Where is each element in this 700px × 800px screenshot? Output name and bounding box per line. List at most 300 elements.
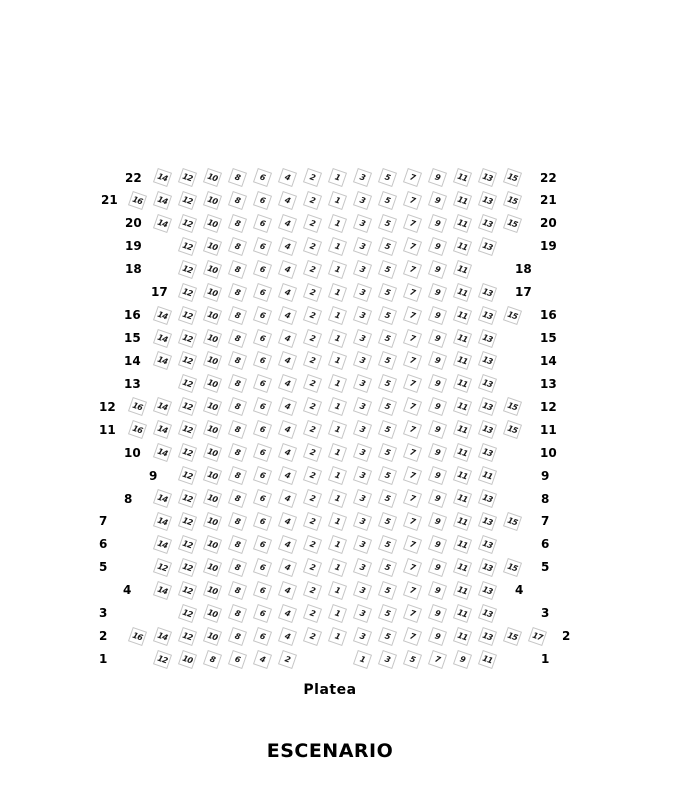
seat[interactable] [403, 627, 422, 646]
seat[interactable] [378, 351, 397, 370]
seat[interactable] [278, 466, 297, 485]
seat[interactable] [478, 237, 497, 256]
seat[interactable] [353, 306, 372, 325]
seat[interactable] [203, 535, 222, 554]
seat[interactable] [403, 283, 422, 302]
seat[interactable] [253, 328, 272, 347]
seat[interactable] [503, 558, 522, 577]
seat[interactable] [428, 466, 447, 485]
seat[interactable] [253, 283, 272, 302]
seat[interactable] [478, 443, 497, 462]
seat[interactable] [453, 512, 472, 531]
seat[interactable] [453, 535, 472, 554]
seat[interactable] [503, 512, 522, 531]
seat[interactable] [253, 374, 272, 393]
seat[interactable] [453, 374, 472, 393]
seat[interactable] [378, 489, 397, 508]
seat[interactable] [228, 191, 247, 210]
seat[interactable] [203, 420, 222, 439]
seat[interactable] [478, 627, 497, 646]
seat[interactable] [403, 306, 422, 325]
seat[interactable] [478, 535, 497, 554]
seat[interactable] [478, 306, 497, 325]
seat[interactable] [528, 627, 547, 646]
seat[interactable] [403, 443, 422, 462]
seat[interactable] [428, 397, 447, 416]
seat[interactable] [328, 581, 347, 600]
seat[interactable] [478, 604, 497, 623]
seat[interactable] [178, 374, 197, 393]
seat[interactable] [453, 168, 472, 187]
seat[interactable] [278, 535, 297, 554]
seat[interactable] [253, 512, 272, 531]
seat[interactable] [278, 191, 297, 210]
seat[interactable] [153, 443, 172, 462]
seat[interactable] [403, 214, 422, 233]
seat[interactable] [178, 512, 197, 531]
seat[interactable] [353, 374, 372, 393]
seat[interactable] [253, 581, 272, 600]
seat[interactable] [178, 351, 197, 370]
seat[interactable] [353, 443, 372, 462]
seat[interactable] [303, 374, 322, 393]
seat[interactable] [328, 535, 347, 554]
seat[interactable] [278, 168, 297, 187]
seat[interactable] [178, 649, 197, 668]
seat[interactable] [153, 214, 172, 233]
seat[interactable] [453, 558, 472, 577]
seat[interactable] [203, 581, 222, 600]
seat[interactable] [303, 237, 322, 256]
seat[interactable] [303, 466, 322, 485]
seat[interactable] [228, 649, 247, 668]
seat[interactable] [328, 512, 347, 531]
seat[interactable] [178, 397, 197, 416]
seat[interactable] [478, 512, 497, 531]
seat[interactable] [153, 191, 172, 210]
seat[interactable] [203, 283, 222, 302]
seat[interactable] [178, 328, 197, 347]
seat[interactable] [278, 489, 297, 508]
seat[interactable] [503, 306, 522, 325]
seat[interactable] [453, 489, 472, 508]
seat[interactable] [453, 283, 472, 302]
seat[interactable] [253, 443, 272, 462]
seat[interactable] [303, 351, 322, 370]
seat[interactable] [503, 420, 522, 439]
seat[interactable] [178, 420, 197, 439]
seat[interactable] [328, 374, 347, 393]
seat[interactable] [353, 420, 372, 439]
seat[interactable] [328, 443, 347, 462]
seat[interactable] [203, 306, 222, 325]
seat[interactable] [253, 420, 272, 439]
seat[interactable] [153, 581, 172, 600]
seat[interactable] [328, 237, 347, 256]
seat[interactable] [178, 214, 197, 233]
seat[interactable] [378, 374, 397, 393]
seat[interactable] [278, 558, 297, 577]
seat[interactable] [178, 283, 197, 302]
seat[interactable] [253, 558, 272, 577]
seat[interactable] [178, 191, 197, 210]
seat[interactable] [328, 168, 347, 187]
seat[interactable] [228, 351, 247, 370]
seat[interactable] [203, 604, 222, 623]
seat[interactable] [253, 237, 272, 256]
seat[interactable] [328, 191, 347, 210]
seat[interactable] [228, 237, 247, 256]
seat[interactable] [278, 328, 297, 347]
seat[interactable] [303, 397, 322, 416]
seat[interactable] [403, 420, 422, 439]
seat[interactable] [253, 466, 272, 485]
seat[interactable] [428, 443, 447, 462]
seat[interactable] [428, 535, 447, 554]
seat[interactable] [428, 328, 447, 347]
seat[interactable] [303, 306, 322, 325]
seat[interactable] [303, 512, 322, 531]
seat[interactable] [428, 649, 447, 668]
seat[interactable] [203, 168, 222, 187]
seat[interactable] [203, 351, 222, 370]
seat[interactable] [353, 328, 372, 347]
seat[interactable] [253, 627, 272, 646]
seat[interactable] [328, 260, 347, 279]
seat[interactable] [478, 581, 497, 600]
seat[interactable] [328, 397, 347, 416]
seat[interactable] [203, 214, 222, 233]
seat[interactable] [353, 489, 372, 508]
seat[interactable] [403, 512, 422, 531]
seat[interactable] [203, 558, 222, 577]
seat[interactable] [203, 512, 222, 531]
seat[interactable] [353, 168, 372, 187]
seat[interactable] [353, 191, 372, 210]
seat[interactable] [378, 466, 397, 485]
seat[interactable] [228, 512, 247, 531]
seat[interactable] [428, 351, 447, 370]
seat[interactable] [228, 306, 247, 325]
seat[interactable] [378, 512, 397, 531]
seat[interactable] [453, 397, 472, 416]
seat[interactable] [203, 260, 222, 279]
seat[interactable] [378, 260, 397, 279]
seat[interactable] [403, 466, 422, 485]
seat[interactable] [403, 328, 422, 347]
seat[interactable] [278, 512, 297, 531]
seat[interactable] [153, 558, 172, 577]
seat[interactable] [328, 627, 347, 646]
seat[interactable] [153, 627, 172, 646]
seat[interactable] [353, 237, 372, 256]
seat[interactable] [178, 466, 197, 485]
seat[interactable] [403, 374, 422, 393]
seat[interactable] [403, 351, 422, 370]
seat[interactable] [203, 649, 222, 668]
seat[interactable] [453, 649, 472, 668]
seat[interactable] [303, 489, 322, 508]
seat[interactable] [353, 627, 372, 646]
seat[interactable] [128, 627, 147, 646]
seat[interactable] [478, 489, 497, 508]
seat[interactable] [178, 306, 197, 325]
seat[interactable] [403, 649, 422, 668]
seat[interactable] [203, 443, 222, 462]
seat[interactable] [478, 283, 497, 302]
seat[interactable] [428, 306, 447, 325]
seat[interactable] [253, 535, 272, 554]
seat[interactable] [353, 283, 372, 302]
seat[interactable] [228, 604, 247, 623]
seat[interactable] [378, 237, 397, 256]
seat[interactable] [278, 397, 297, 416]
seat[interactable] [253, 260, 272, 279]
seat[interactable] [478, 558, 497, 577]
seat[interactable] [428, 489, 447, 508]
seat[interactable] [428, 420, 447, 439]
seat[interactable] [353, 581, 372, 600]
seat[interactable] [453, 260, 472, 279]
seat[interactable] [428, 237, 447, 256]
seat[interactable] [378, 191, 397, 210]
seat[interactable] [228, 627, 247, 646]
seat[interactable] [253, 649, 272, 668]
seat[interactable] [153, 168, 172, 187]
seat[interactable] [253, 168, 272, 187]
seat[interactable] [378, 558, 397, 577]
seat[interactable] [403, 168, 422, 187]
seat[interactable] [128, 191, 147, 210]
seat[interactable] [178, 581, 197, 600]
seat[interactable] [203, 489, 222, 508]
seat[interactable] [303, 604, 322, 623]
seat[interactable] [328, 466, 347, 485]
seat[interactable] [203, 397, 222, 416]
seat[interactable] [153, 328, 172, 347]
seat[interactable] [303, 558, 322, 577]
seat[interactable] [253, 397, 272, 416]
seat[interactable] [278, 443, 297, 462]
seat[interactable] [203, 328, 222, 347]
seat[interactable] [228, 168, 247, 187]
seat[interactable] [403, 237, 422, 256]
seat[interactable] [353, 512, 372, 531]
seat[interactable] [153, 489, 172, 508]
seat[interactable] [278, 627, 297, 646]
seat[interactable] [378, 328, 397, 347]
seat[interactable] [453, 627, 472, 646]
seat[interactable] [378, 535, 397, 554]
seat[interactable] [378, 443, 397, 462]
seat[interactable] [228, 283, 247, 302]
seat[interactable] [228, 420, 247, 439]
seat[interactable] [303, 283, 322, 302]
seat[interactable] [253, 191, 272, 210]
seat[interactable] [178, 443, 197, 462]
seat[interactable] [478, 374, 497, 393]
seat[interactable] [303, 581, 322, 600]
seat[interactable] [378, 627, 397, 646]
seat[interactable] [178, 627, 197, 646]
seat[interactable] [428, 260, 447, 279]
seat[interactable] [503, 191, 522, 210]
seat[interactable] [403, 489, 422, 508]
seat[interactable] [328, 328, 347, 347]
seat[interactable] [228, 535, 247, 554]
seat[interactable] [478, 466, 497, 485]
seat[interactable] [353, 466, 372, 485]
seat[interactable] [478, 168, 497, 187]
seat[interactable] [403, 535, 422, 554]
seat[interactable] [428, 581, 447, 600]
seat[interactable] [228, 374, 247, 393]
seat[interactable] [453, 466, 472, 485]
seat[interactable] [453, 191, 472, 210]
seat[interactable] [428, 283, 447, 302]
seat[interactable] [178, 604, 197, 623]
seat[interactable] [478, 649, 497, 668]
seat[interactable] [278, 237, 297, 256]
seat[interactable] [478, 397, 497, 416]
seat[interactable] [203, 466, 222, 485]
seat[interactable] [228, 581, 247, 600]
seat[interactable] [478, 191, 497, 210]
seat[interactable] [403, 581, 422, 600]
seat[interactable] [153, 306, 172, 325]
seat[interactable] [353, 351, 372, 370]
seat[interactable] [403, 260, 422, 279]
seat[interactable] [453, 328, 472, 347]
seat[interactable] [378, 283, 397, 302]
seat[interactable] [328, 420, 347, 439]
seat[interactable] [328, 306, 347, 325]
seat[interactable] [328, 558, 347, 577]
seat[interactable] [253, 489, 272, 508]
seat[interactable] [378, 649, 397, 668]
seat[interactable] [378, 168, 397, 187]
seat[interactable] [303, 535, 322, 554]
seat[interactable] [278, 581, 297, 600]
seat[interactable] [228, 260, 247, 279]
seat[interactable] [178, 535, 197, 554]
seat[interactable] [228, 466, 247, 485]
seat[interactable] [453, 443, 472, 462]
seat[interactable] [328, 214, 347, 233]
seat[interactable] [428, 168, 447, 187]
seat[interactable] [428, 191, 447, 210]
seat[interactable] [353, 535, 372, 554]
seat[interactable] [153, 351, 172, 370]
seat[interactable] [203, 374, 222, 393]
seat[interactable] [453, 214, 472, 233]
seat[interactable] [278, 283, 297, 302]
seat[interactable] [153, 649, 172, 668]
seat[interactable] [153, 397, 172, 416]
seat[interactable] [503, 168, 522, 187]
seat[interactable] [278, 374, 297, 393]
seat[interactable] [303, 443, 322, 462]
seat[interactable] [203, 237, 222, 256]
seat[interactable] [428, 512, 447, 531]
seat[interactable] [353, 649, 372, 668]
seat[interactable] [378, 420, 397, 439]
seat[interactable] [228, 397, 247, 416]
seat[interactable] [253, 604, 272, 623]
seat[interactable] [328, 351, 347, 370]
seat[interactable] [503, 214, 522, 233]
seat[interactable] [303, 168, 322, 187]
seat[interactable] [453, 581, 472, 600]
seat[interactable] [178, 237, 197, 256]
seat[interactable] [303, 191, 322, 210]
seat[interactable] [303, 627, 322, 646]
seat[interactable] [378, 397, 397, 416]
seat[interactable] [478, 214, 497, 233]
seat[interactable] [453, 420, 472, 439]
seat[interactable] [253, 351, 272, 370]
seat[interactable] [328, 604, 347, 623]
seat[interactable] [353, 260, 372, 279]
seat[interactable] [278, 420, 297, 439]
seat[interactable] [253, 214, 272, 233]
seat[interactable] [453, 351, 472, 370]
seat[interactable] [303, 214, 322, 233]
seat[interactable] [228, 489, 247, 508]
seat[interactable] [453, 237, 472, 256]
seat[interactable] [228, 328, 247, 347]
seat[interactable] [428, 627, 447, 646]
seat[interactable] [453, 306, 472, 325]
seat[interactable] [228, 558, 247, 577]
seat[interactable] [428, 374, 447, 393]
seat[interactable] [428, 214, 447, 233]
seat[interactable] [328, 489, 347, 508]
seat[interactable] [453, 604, 472, 623]
seat[interactable] [253, 306, 272, 325]
seat[interactable] [353, 214, 372, 233]
seat[interactable] [128, 420, 147, 439]
seat[interactable] [228, 214, 247, 233]
seat[interactable] [153, 420, 172, 439]
seat[interactable] [403, 191, 422, 210]
seat[interactable] [303, 328, 322, 347]
seat[interactable] [328, 283, 347, 302]
seat[interactable] [353, 558, 372, 577]
seat[interactable] [503, 627, 522, 646]
seat[interactable] [278, 604, 297, 623]
seat[interactable] [378, 306, 397, 325]
seat[interactable] [278, 649, 297, 668]
seat[interactable] [278, 214, 297, 233]
seat[interactable] [278, 260, 297, 279]
seat[interactable] [153, 535, 172, 554]
seat[interactable] [378, 214, 397, 233]
seat[interactable] [303, 260, 322, 279]
seat[interactable] [478, 351, 497, 370]
seat[interactable] [178, 558, 197, 577]
seat[interactable] [478, 420, 497, 439]
seat[interactable] [203, 627, 222, 646]
seat[interactable] [178, 168, 197, 187]
seat[interactable] [128, 397, 147, 416]
seat[interactable] [353, 604, 372, 623]
seat[interactable] [428, 604, 447, 623]
seat[interactable] [228, 443, 247, 462]
seat[interactable] [278, 306, 297, 325]
seat[interactable] [403, 558, 422, 577]
seat[interactable] [378, 604, 397, 623]
